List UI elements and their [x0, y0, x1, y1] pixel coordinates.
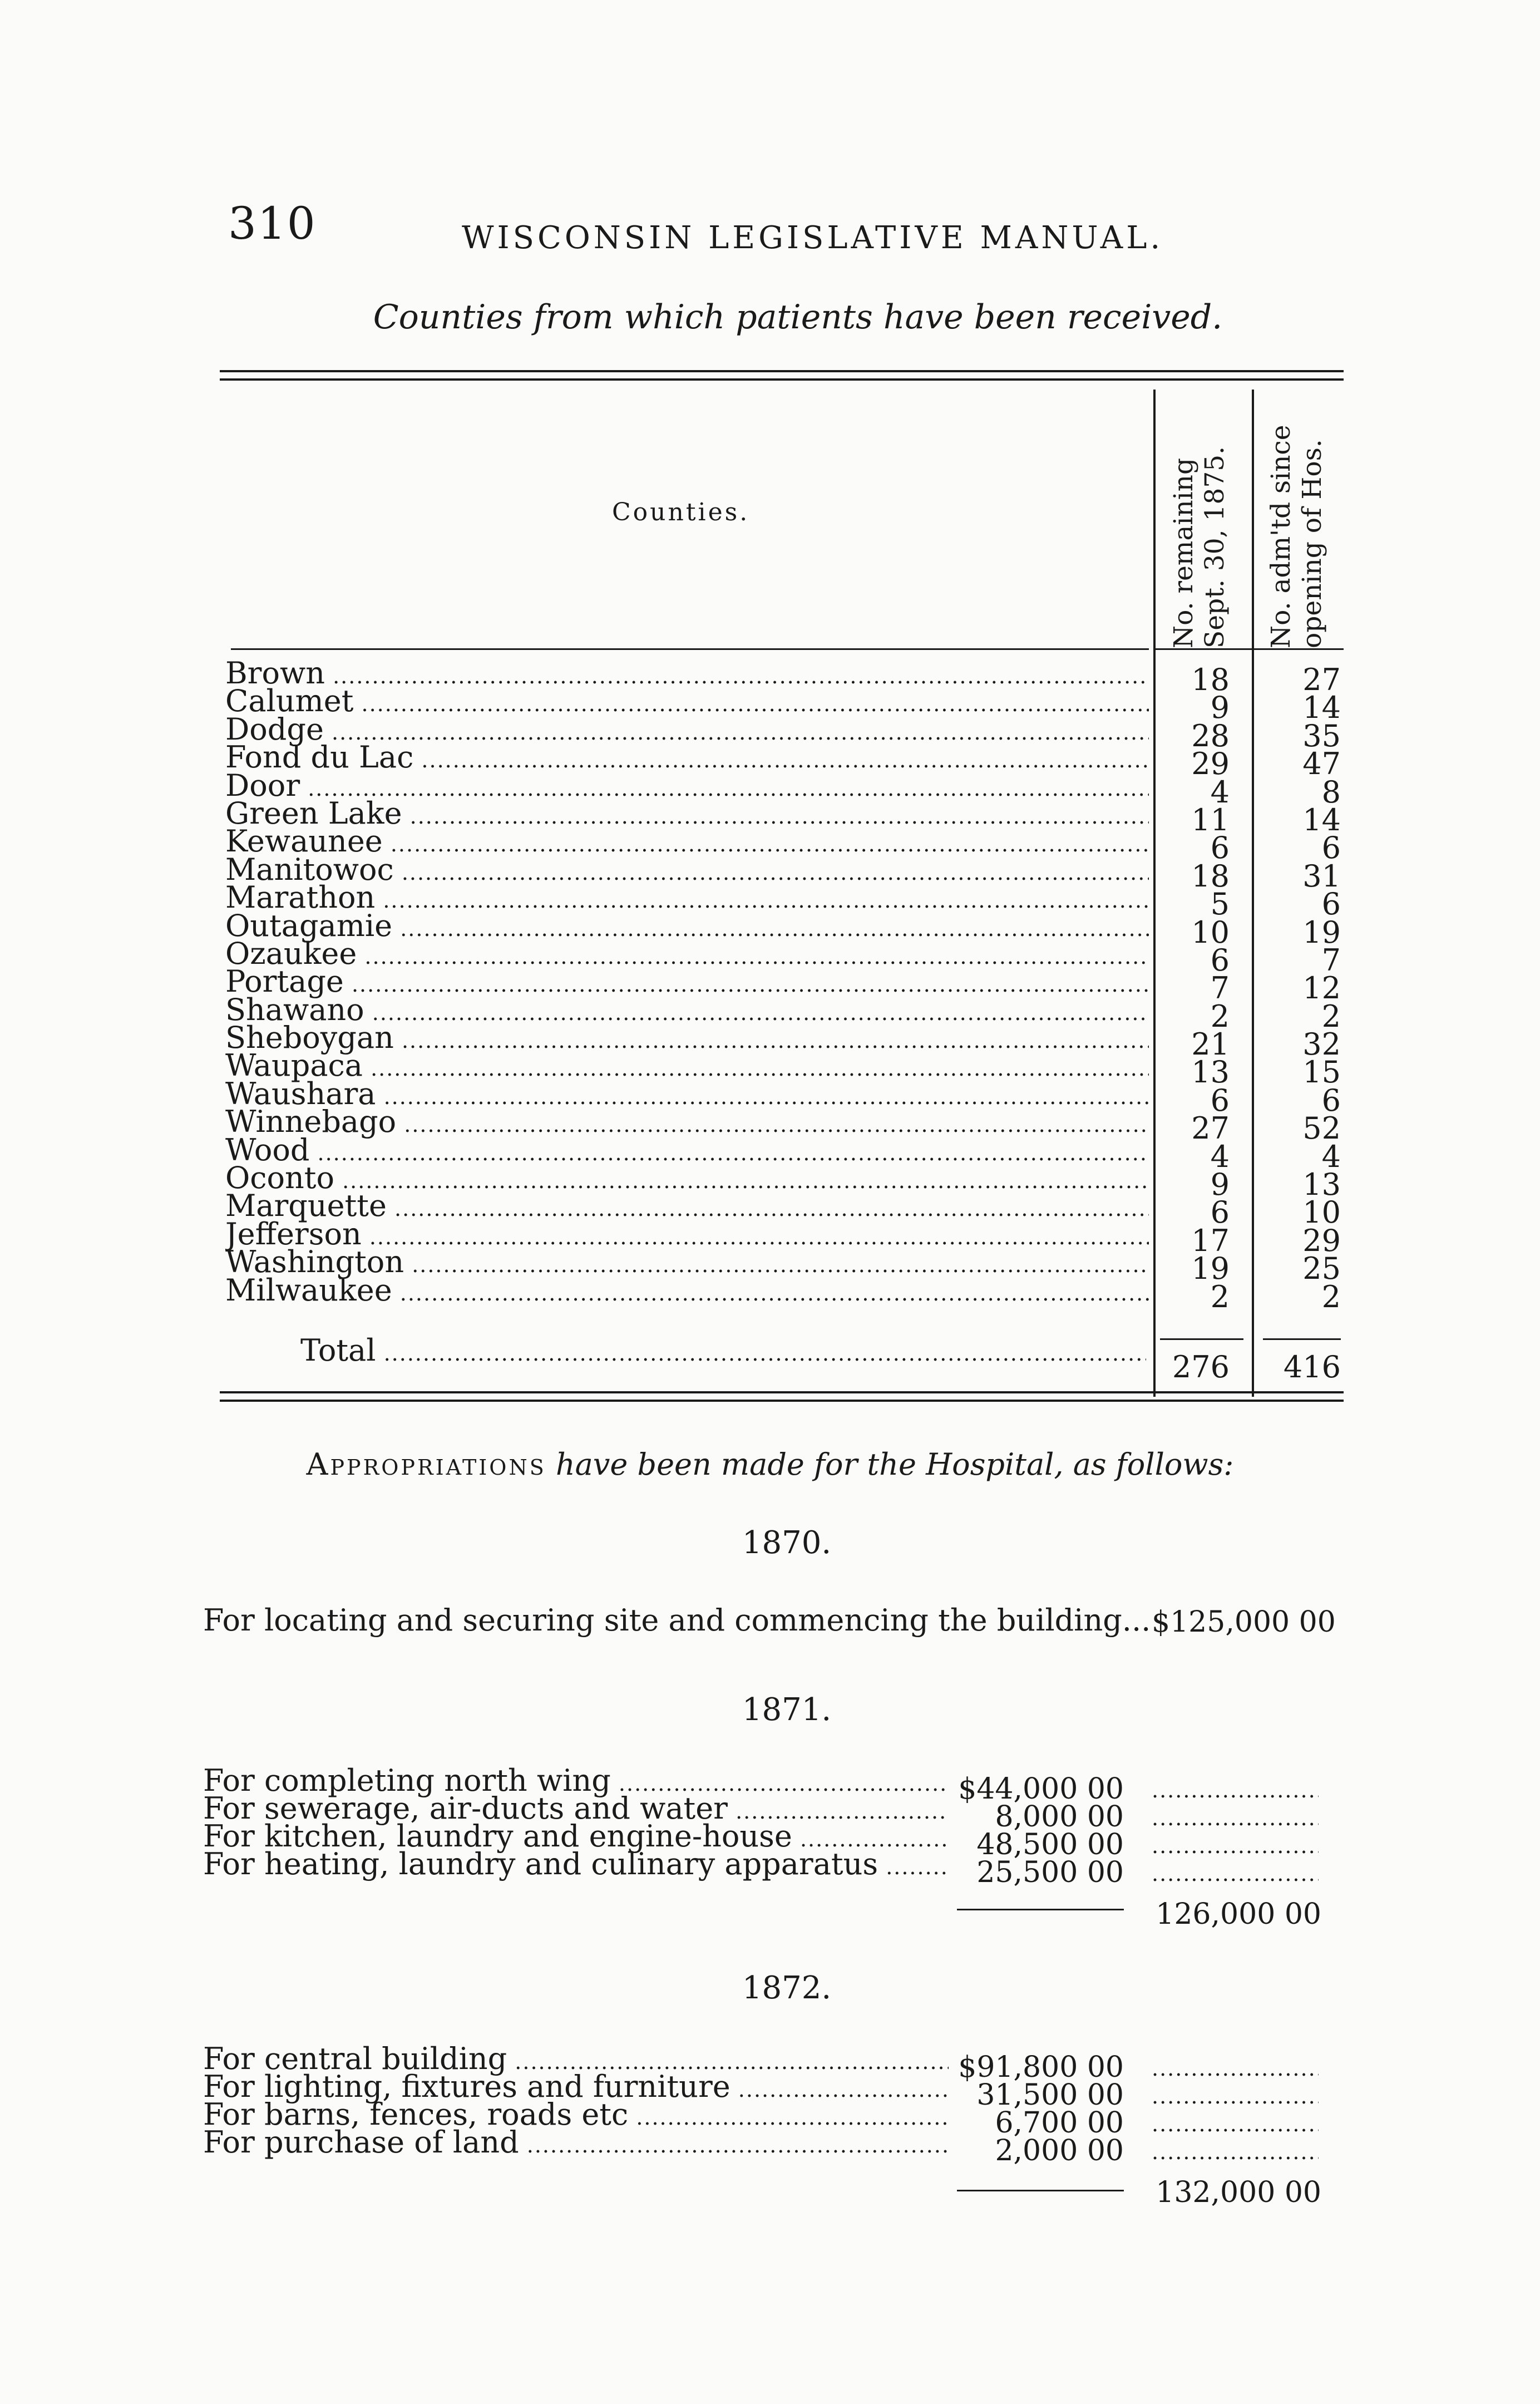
- appropriation-item-label: For sewerage, air-ducts and water .....: [203, 1795, 949, 1825]
- admitted-count: 4: [1321, 1139, 1341, 1174]
- subtotal-rule-1871: [957, 1909, 1124, 1910]
- appropriation-item-amount: 48,500 00: [976, 1828, 1124, 1861]
- admitted-count: 31: [1302, 858, 1341, 894]
- leader-dots: [1152, 1861, 1319, 1886]
- page-number: 310: [228, 198, 317, 249]
- county-name: Dodge .....: [225, 716, 1149, 746]
- admitted-count: 7: [1321, 942, 1341, 978]
- appropriation-item-label: For completing north wing .....: [203, 1767, 949, 1797]
- table-row: [0, 771, 1540, 810]
- table-top-rule-2: [220, 378, 1344, 381]
- admitted-count: 8: [1321, 774, 1341, 810]
- admitted-count: 29: [1302, 1223, 1341, 1258]
- remaining-count: 27: [1191, 1111, 1230, 1146]
- remaining-count: 21: [1191, 1027, 1230, 1062]
- appropriation-item-amount: 31,500 00: [976, 2078, 1124, 2112]
- header-underline-right: [1153, 648, 1344, 650]
- remaining-count: 9: [1210, 690, 1230, 726]
- leader-dots: [1152, 2056, 1319, 2081]
- remaining-count: 13: [1191, 1055, 1230, 1090]
- appropriation-item-label: For kitchen, laundry and engine-house .....: [203, 1822, 949, 1853]
- county-name: Waushara .....: [225, 1080, 1149, 1111]
- table-row: [0, 912, 1540, 950]
- county-name: Kewaunee .....: [225, 827, 1149, 858]
- admitted-count: 13: [1302, 1167, 1341, 1203]
- column-header-admitted-line2: opening of Hos.: [1297, 439, 1327, 648]
- leader-dots: [1152, 1806, 1319, 1830]
- table-top-rule: [220, 370, 1344, 372]
- remaining-count: 11: [1191, 802, 1230, 838]
- header-underline: [231, 648, 1149, 650]
- total-rule-1: [1160, 1338, 1243, 1340]
- admitted-count: 12: [1302, 971, 1341, 1006]
- table-row: [0, 687, 1540, 726]
- subtotal-rule-1872: [957, 2190, 1124, 2191]
- remaining-count: 29: [1191, 746, 1230, 782]
- table-row: [0, 939, 1540, 978]
- county-name: Ozaukee .....: [225, 940, 1149, 971]
- column-header-remaining-line1: No. remaining: [1168, 457, 1199, 648]
- admitted-count: 32: [1302, 1027, 1341, 1062]
- table-row: [0, 855, 1540, 894]
- appropriation-item-amount: $44,000 00: [958, 1772, 1124, 1806]
- table-row: [0, 1080, 1540, 1118]
- leader-dots: [1152, 2084, 1319, 2109]
- county-name: Manitowoc .....: [225, 856, 1149, 886]
- leader-dots: [1152, 2112, 1319, 2136]
- table-row: [0, 715, 1540, 753]
- item-1870: For locating and securing site and commencing the building...: [203, 1603, 1151, 1638]
- admitted-count: 10: [1302, 1195, 1341, 1230]
- year-1872: 1872.: [742, 1970, 832, 2006]
- appropriation-item-amount: 25,500 00: [976, 1856, 1124, 1889]
- leader-dots: [1152, 1778, 1319, 1802]
- county-name: Marquette .....: [225, 1192, 1149, 1223]
- remaining-count: 18: [1191, 662, 1230, 697]
- table-bottom-rule-2: [220, 1400, 1344, 1402]
- appropriations-heading-caps: Appropriations: [306, 1447, 546, 1482]
- admitted-count: 2: [1321, 998, 1341, 1034]
- county-name: Washington .....: [225, 1248, 1149, 1279]
- remaining-count: 18: [1191, 858, 1230, 894]
- appropriation-item-label: For purchase of land .....: [203, 2129, 949, 2159]
- appropriations-heading: [0, 1447, 1540, 1482]
- remaining-count: 9: [1210, 1167, 1230, 1203]
- county-name: Jefferson .....: [225, 1220, 1149, 1251]
- admitted-count: 2: [1321, 1279, 1341, 1314]
- table-row: [0, 799, 1540, 838]
- admitted-count: 6: [1321, 886, 1341, 922]
- remaining-count: 10: [1191, 914, 1230, 950]
- table-row: [0, 1248, 1540, 1287]
- county-name: Door .....: [225, 772, 1149, 802]
- appropriation-item-label: For heating, laundry and culinary apparatus .....: [203, 1850, 949, 1881]
- table-row: [0, 1052, 1540, 1090]
- table-row: [0, 827, 1540, 866]
- table-caption: Counties from which patients have been received.: [373, 298, 1223, 337]
- admitted-count: 15: [1302, 1055, 1341, 1090]
- county-name: Wood .....: [225, 1136, 1149, 1167]
- admitted-count: 35: [1302, 718, 1341, 753]
- table-row: [0, 659, 1540, 697]
- table-bottom-rule: [220, 1391, 1344, 1393]
- table-row: [0, 743, 1540, 782]
- appropriation-item-amount: 8,000 00: [995, 1800, 1124, 1834]
- column-header-admitted-line1: No. adm'td since: [1266, 425, 1296, 648]
- appropriation-item-label: For barns, fences, roads etc .....: [203, 2101, 949, 2131]
- county-name: Fond du Lac .....: [225, 743, 1149, 774]
- county-name: Oconto .....: [225, 1164, 1149, 1195]
- appropriation-item-label: For lighting, fixtures and furniture .....: [203, 2073, 949, 2104]
- remaining-count: 2: [1210, 998, 1230, 1034]
- admitted-count: 14: [1302, 690, 1341, 726]
- admitted-count: 47: [1302, 746, 1341, 782]
- total-label: Total .....: [300, 1333, 1146, 1368]
- table-row: [0, 996, 1540, 1034]
- admitted-count: 27: [1302, 662, 1341, 697]
- remaining-count: 6: [1210, 942, 1230, 978]
- admitted-count: 14: [1302, 802, 1341, 838]
- remaining-count: 17: [1191, 1223, 1230, 1258]
- county-name: Portage .....: [225, 968, 1149, 998]
- remaining-count: 4: [1210, 1139, 1230, 1174]
- county-rows: [0, 659, 1540, 1314]
- county-name: Marathon .....: [225, 884, 1149, 914]
- table-row: [0, 1220, 1540, 1258]
- table-row: [0, 1024, 1540, 1062]
- admitted-count: 52: [1302, 1111, 1341, 1146]
- admitted-count: 19: [1302, 914, 1341, 950]
- table-row: [0, 1276, 1540, 1314]
- remaining-count: 5: [1210, 886, 1230, 922]
- county-name: Shawano .....: [225, 996, 1149, 1027]
- admitted-count: 6: [1321, 1082, 1341, 1118]
- running-head: WISCONSIN LEGISLATIVE MANUAL.: [462, 220, 1164, 256]
- total-1872: 132,000 00: [1156, 2176, 1321, 2209]
- total-1871: 126,000 00: [1156, 1898, 1321, 1931]
- county-name: Sheboygan .....: [225, 1024, 1149, 1055]
- county-name: Milwaukee .....: [225, 1277, 1149, 1307]
- column-header-admitted: [1266, 425, 1328, 648]
- year-1870: 1870.: [742, 1525, 832, 1561]
- remaining-count: 6: [1210, 1195, 1230, 1230]
- county-name: Calumet .....: [225, 687, 1149, 718]
- remaining-count: 19: [1191, 1251, 1230, 1287]
- column-header-counties: Counties.: [612, 498, 750, 526]
- table-row: [0, 1136, 1540, 1174]
- county-name: Waupaca .....: [225, 1052, 1149, 1082]
- county-name: Brown .....: [225, 659, 1149, 690]
- appropriation-item-amount: 2,000 00: [995, 2134, 1124, 2167]
- county-name: Outagamie .....: [225, 912, 1149, 943]
- appropriations-heading-rest: have been made for the Hospital, as follows:: [546, 1447, 1234, 1482]
- total-admitted: 416: [1283, 1349, 1341, 1385]
- total-rule-2: [1263, 1338, 1341, 1340]
- admitted-count: 6: [1321, 830, 1341, 866]
- remaining-count: 6: [1210, 830, 1230, 866]
- county-name: Winnebago .....: [225, 1108, 1149, 1139]
- table-row: [0, 1108, 1540, 1146]
- column-header-remaining-line2: Sept. 30, 1875.: [1200, 446, 1230, 648]
- table-row: [0, 968, 1540, 1006]
- county-name: Green Lake .....: [225, 800, 1149, 830]
- column-header-remaining: [1168, 446, 1231, 648]
- table-row: [0, 884, 1540, 922]
- remaining-count: 4: [1210, 774, 1230, 810]
- total-1870: $125,000 00: [1152, 1605, 1336, 1639]
- table-row: [0, 1192, 1540, 1230]
- remaining-count: 2: [1210, 1279, 1230, 1314]
- remaining-count: 7: [1210, 971, 1230, 1006]
- total-remaining: 276: [1172, 1349, 1230, 1385]
- leader-dots: [1152, 1834, 1319, 1858]
- remaining-count: 6: [1210, 1082, 1230, 1118]
- year-1871: 1871.: [742, 1692, 832, 1728]
- appropriation-item-amount: 6,700 00: [995, 2106, 1124, 2140]
- remaining-count: 28: [1191, 718, 1230, 753]
- appropriation-item-label: For central building .....: [203, 2045, 949, 2076]
- admitted-count: 25: [1302, 1251, 1341, 1287]
- table-row: [0, 1164, 1540, 1203]
- leader-dots: [1152, 2140, 1319, 2164]
- appropriation-item-amount: $91,800 00: [958, 2051, 1124, 2084]
